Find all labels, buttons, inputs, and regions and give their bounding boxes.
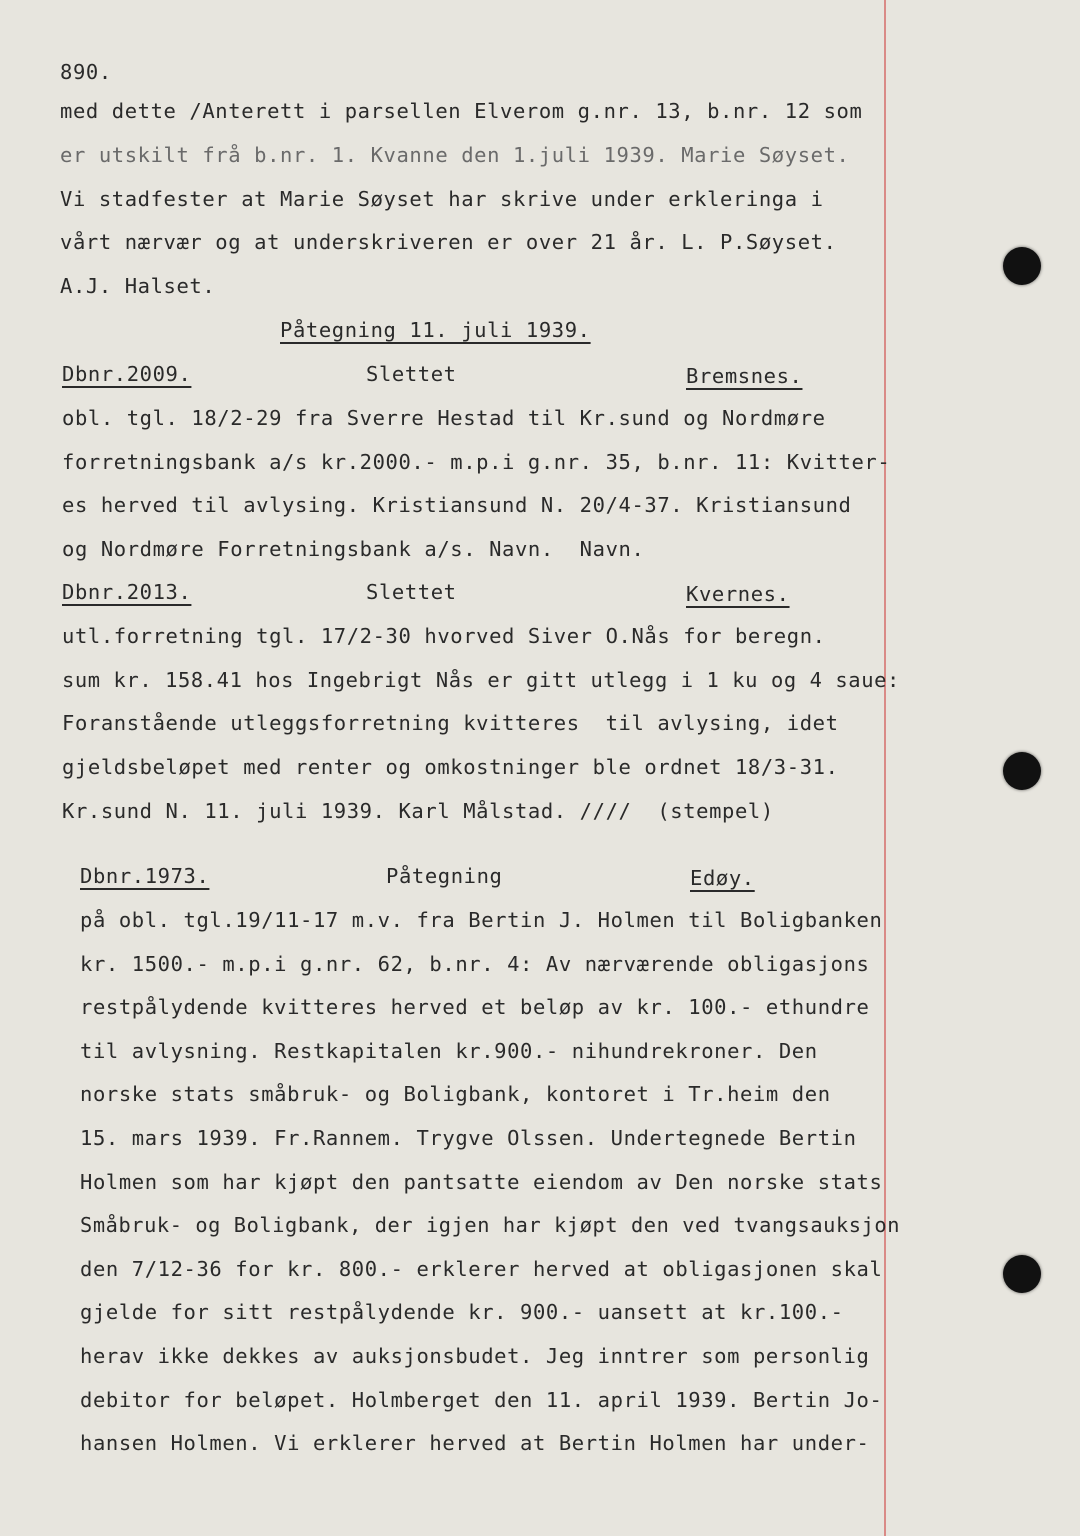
entry-line: es herved til avlysing. Kristiansund N. 20/4-37. Kristiansund <box>62 493 852 517</box>
entry-line: norske stats småbruk- og Boligbank, kontoret i Tr.heim den <box>80 1082 831 1106</box>
entry-line: Kr.sund N. 11. juli 1939. Karl Målstad. //// (stempel) <box>62 799 774 823</box>
entry-type: Påtegning <box>386 864 503 888</box>
entry-place: Kvernes. <box>686 582 790 606</box>
entry-line: gjelde for sitt restpålydende kr. 900.- uansett at kr.100.- <box>80 1300 844 1324</box>
intro-line: er utskilt frå b.nr. 1. Kvanne den 1.juli 1939. Marie Søyset. <box>60 143 850 167</box>
entry-place: Edøy. <box>690 866 755 890</box>
entry-line: debitor for beløpet. Holmberget den 11. april 1939. Bertin Jo- <box>80 1388 883 1412</box>
entry-line: kr. 1500.- m.p.i g.nr. 62, b.nr. 4: Av nærværende obligasjons <box>80 952 870 976</box>
entry-line: forretningsbank a/s kr.2000.- m.p.i g.nr. 35, b.nr. 11: Kvitter- <box>62 450 891 474</box>
page-number: 890. <box>60 60 112 84</box>
margin-line <box>884 0 886 1536</box>
entry-type: Slettet <box>366 580 457 604</box>
punch-hole <box>1003 752 1041 790</box>
entry-place: Bremsnes. <box>686 364 803 388</box>
intro-line: vårt nærvær og at underskriveren er over 21 år. L. P.Søyset. <box>60 230 837 254</box>
entry-line: 15. mars 1939. Fr.Rannem. Trygve Olssen. Undertegnede Bertin <box>80 1126 857 1150</box>
section-heading: Påtegning 11. juli 1939. <box>280 318 591 342</box>
entry-line: og Nordmøre Forretningsbank a/s. Navn. Navn. <box>62 537 645 561</box>
punch-hole <box>1003 1255 1041 1293</box>
entry-line: herav ikke dekkes av auksjonsbudet. Jeg inntrer som personlig <box>80 1344 870 1368</box>
entry-type: Slettet <box>366 362 457 386</box>
intro-line: A.J. Halset. <box>60 274 216 298</box>
entry-line: hansen Holmen. Vi erklerer herved at Bertin Holmen har under- <box>80 1431 870 1455</box>
entry-line: Småbruk- og Boligbank, der igjen har kjøpt den ved tvangsauksjon <box>80 1213 901 1237</box>
entry-line: sum kr. 158.41 hos Ingebrigt Nås er gitt utlegg i 1 ku og 4 saue: <box>62 668 900 692</box>
entry-dbnr: Dbnr.2009. <box>62 362 192 386</box>
entry-line: Holmen som har kjøpt den pantsatte eiendom av Den norske stats <box>80 1170 883 1194</box>
intro-line: Vi stadfester at Marie Søyset har skrive under erkleringa i <box>60 187 824 211</box>
entry-line: restpålydende kvitteres herved et beløp av kr. 100.- ethundre <box>80 995 870 1019</box>
punch-hole <box>1003 247 1041 285</box>
entry-line: på obl. tgl.19/11-17 m.v. fra Bertin J. Holmen til Boligbanken <box>80 908 883 932</box>
entry-line: den 7/12-36 for kr. 800.- erklerer herved at obligasjonen skal <box>80 1257 883 1281</box>
entry-dbnr: Dbnr.1973. <box>80 864 210 888</box>
entry-line: Foranstående utleggsforretning kvitteres til avlysing, idet <box>62 711 839 735</box>
entry-line: gjeldsbeløpet med renter og omkostninger ble ordnet 18/3-31. <box>62 755 839 779</box>
entry-dbnr: Dbnr.2013. <box>62 580 192 604</box>
entry-line: til avlysning. Restkapitalen kr.900.- nihundrekroner. Den <box>80 1039 818 1063</box>
entry-line: obl. tgl. 18/2-29 fra Sverre Hestad til Kr.sund og Nordmøre <box>62 406 826 430</box>
entry-line: utl.forretning tgl. 17/2-30 hvorved Siver O.Nås for beregn. <box>62 624 826 648</box>
intro-line: med dette /Anterett i parsellen Elverom g.nr. 13, b.nr. 12 som <box>60 99 863 123</box>
